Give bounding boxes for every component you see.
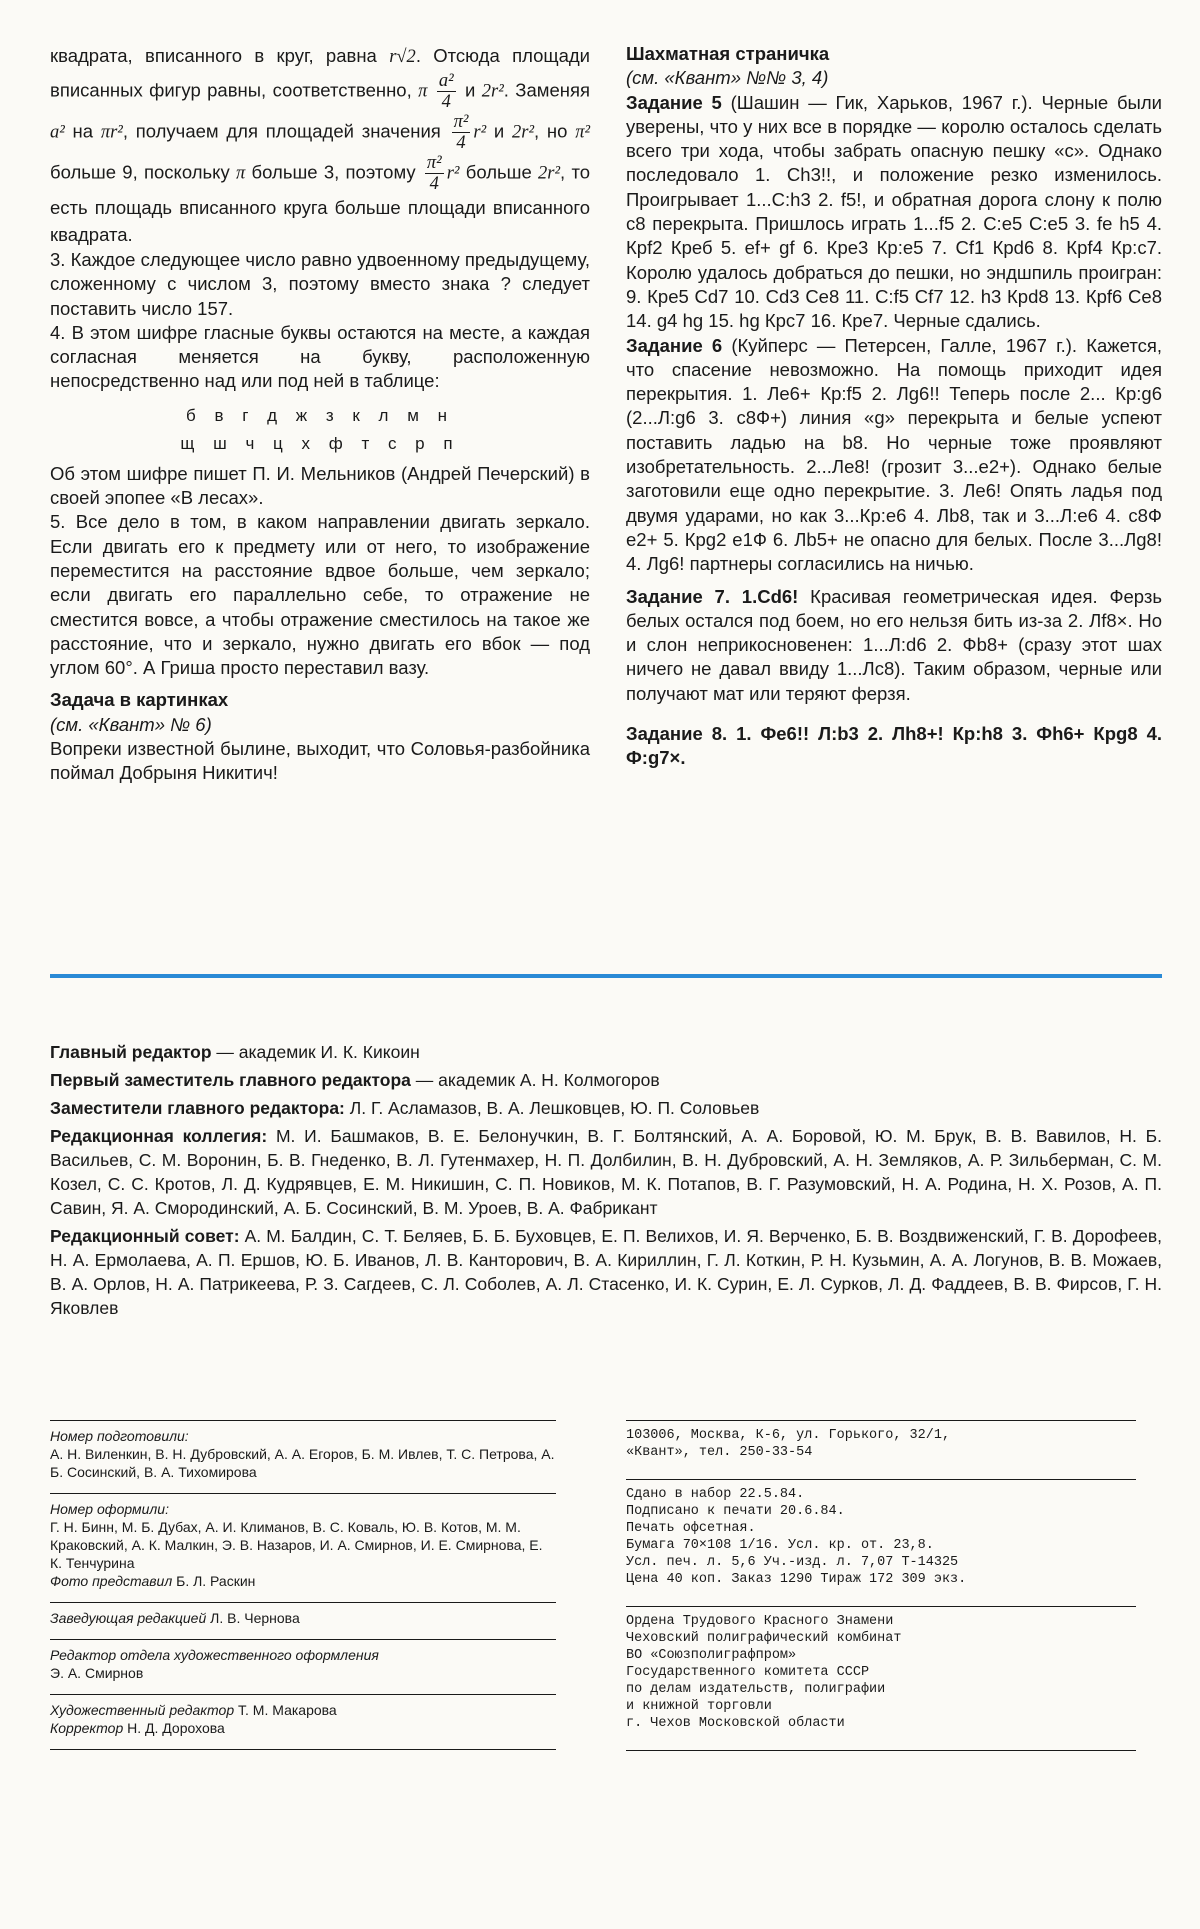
left-column (50, 42, 590, 786)
cipher-row-2: щ ш ч ц х ф т с р п (180, 433, 460, 453)
first-deputy-editor: Первый заместитель главного редактора — академик А. Н. Колмогоров (50, 1070, 660, 1090)
prepared-by: Номер подготовили: А. Н. Виленкин, В. Н. Дубровский, А. А. Егоров, Б. М. Ивлев, Т. С. Петрова, А. Б. Сосинский, В. А. Тихомирова (50, 1428, 555, 1480)
section-divider (50, 974, 1162, 978)
deputy-editors: Заместители главного редактора: Л. Г. Асламазов, В. А. Лешковцев, Ю. П. Соловьев (50, 1098, 760, 1118)
answer-2-text: квадрата, вписанного в круг, равна r√2. Отсюда площади вписанных фигур равны, соответственно, π $\frac{\text{a²}}{4}$ и 2r². Заменяя a² на πr², получаем для площадей значения $\frac{\text{π²}}{4}$ r² и 2r², но π² больше 9, поскольку π больше 3, поэтому $\frac{\text{π²}}{4}$ r² больше 2r², то есть площадь вписанного круга больше площади вписанного квадрата. (50, 45, 591, 245)
pictures-task-title: Задача в картинках (50, 689, 229, 711)
pictures-task-ref: (см. «Квант» № 6) (50, 713, 212, 735)
chief-editor: Главный редактор — академик И. К. Кикоин (50, 1042, 420, 1062)
chess-task-7: Задание 7. 1.Сd6! Красивая геометрическая идея. Ферзь белых остался под боем, но его нельзя бить из-за 2. Лf8×. Но и слон неприкосновенен: 1...Л:d6 2. Фb8+ (сразу этот шах ничего не давал ввиду 1...Лс8). Таким образом, черные или получают мат или теряют ферзя. (626, 585, 1163, 704)
designed-by: Номер оформили: Г. Н. Бинн, М. Б. Дубах, А. И. Климанов, В. С. Коваль, Ю. В. Котов, М. М. Краковский, А. К. Малкин, Э. В. Назаров, И. А. Смирнов, И. Е. Смирнова, Е. К. Тенчурина Фото представил Б. Л. Раскин (50, 1501, 543, 1589)
formula-r-sqrt2: r√2 (389, 47, 416, 67)
credits-right (626, 1420, 1136, 1757)
answer-5: 5. Все дело в том, в каком направлении двигать зеркало. Если двигать его к предмету или от него, то изображение переместится на расстояние вдвое больше, чем зеркало; если двигать его параллельно себе, то отражение не сместится вовсе, а чтобы отражение сместилось на такое же расстояние, что и зеркало, нужно двигать его вбок — под углом 60°. А Гриша просто переставил вазу. (50, 511, 590, 679)
editorial-staff (50, 1040, 1162, 1324)
cipher-row-1: б в г д ж з к л м н (186, 405, 454, 425)
fraction-pi2-over-4-b: $\frac{\text{π²}}{4}$ (426, 153, 442, 194)
right-column (626, 42, 1162, 771)
chess-page-title: Шахматная страничка (626, 43, 830, 64)
chess-page-ref: (см. «Квант» №№ 3, 4) (626, 67, 829, 89)
fraction-a2-over-4: $\frac{\text{a²}}{4}$ (438, 71, 454, 112)
editorial-address: 103006, Москва, К-6, ул. Горького, 32/1, «Квант», тел. 250-33-54 (626, 1428, 951, 1460)
pictures-task-answer: Вопреки известной былине, выходит, что Соловья-разбойника поймал Добрыня Никитич! (50, 738, 590, 784)
chess-task-8: Задание 8. 1. Фе6!! Л:b3 2. Лh8+! Кр:h8 3. Фh6+ Крg8 4. Ф:g7×. (626, 723, 1162, 769)
editorial-board: Редакционная коллегия: М. И. Башмаков, В. Е. Белонучкин, В. Г. Болтянский, А. А. Боровой, Ю. М. Брук, В. В. Вавилов, Н. Б. Васильев, С. М. Воронин, Б. В. Гнеденко, В. Л. Гутенмахер, Н. П. Долбилин, В. Н. Дубровский, А. Н. Земляков, А. Р. Зильберман, С. М. Козел, С. С. Кротов, Л. Д. Кудрявцев, Е. М. Никишин, С. П. Новиков, М. К. Потапов, В. Г. Разумовский, Н. А. Родина, Н. Х. Розов, А. П. Савин, Я. А. Смородинский, А. Б. Сосинский, В. М. Уроев, В. А. Фабрикант (50, 1126, 1162, 1218)
answer-3: 3. Каждое следующее число равно удвоенному предыдущему, сложенному с числом 3, поэтому вместо знака ? следует поставить число 157. (50, 249, 590, 319)
printing-plant: Ордена Трудового Красного Знамени Чеховский полиграфический комбинат ВО «Союзполиграфпром» Государственного комитета СССР по делам издательств, полиграфии и книжной торговли г. Чехов Московской области (626, 1614, 902, 1731)
chess-task-6: Задание 6 (Куйперс — Петерсен, Галле, 1967 г.). Кажется, что спасение невозможно. На помощь приходит идея перекрытия. 1. Ле6+ Кр:f5 2. Лg6!! Теперь после 2... Кр:g6 (2...Л:g6 3. с8Ф+) линия «g» перекрыта и белые успеют поставить ладью на b8. Но черные тоже проявляют изобретательность. 2...Ле8! (грозит 3...е2+). Однако белые заготовили еще одно перекрытие. 3. Ле6! Опять ладья под двумя ударами, но как 3...Кр:е6 4. Лb8, так и 3...Л:е6 4. с8Ф е2+ 5. Крg2 е1Ф 6. Лb5+ не опасно для белых. После 3...Лg8! 4. Лg6! партнеры согласились на ничью. (626, 334, 1162, 575)
chess-task-5: Задание 5 (Шашин — Гик, Харьков, 1967 г.). Черные были уверены, что у них все в порядке — королю осталось сделать всего три хода, чтобы забрать опасную пешку «c». Однако последовало 1. Сh3!!, и положение резко изменилось. Проигрывает 1...С:h3 2. f5!, и обратная дорога слону к полю с8 перекрыта. Пришлось играть 1...f5 2. С:е5 С:е5 3. fe h5 4. Крf2 Креб 5. ef+ gf 6. Кре3 Кр:е5 7. Сf1 Крd6 8. Крf4 Кр:с7. Королю удалось добраться до пешки, но эндшпиль проигран: 9. Кре5 Сd7 10. Сd3 Се8 11. С:f5 Сf7 12. h3 Крd8 13. Крf6 Се8 14. g4 hg 15. hg Крс7 16. Кре7. Черные сдались. (626, 91, 1162, 332)
head-of-office: Заведующая редакцией Л. В. Чернова (50, 1610, 300, 1626)
answer-4-note: Об этом шифре пишет П. И. Мельников (Андрей Печерский) в своей эпопее «В лесах». (50, 462, 590, 509)
print-info: Сдано в набор 22.5.84. Подписано к печати 20.6.84. Печать офсетная. Бумага 70×108 1/16. Усл. кр. от. 23,8. Усл. печ. л. 5,6 Уч.-изд. л. 7,07 Т-14325 Цена 40 коп. Заказ 1290 Тираж 172 309 экз. (626, 1487, 967, 1587)
credits-left (50, 1420, 556, 1756)
fraction-pi2-over-4: $\frac{\text{π²}}{4}$ (453, 112, 469, 153)
answer-4: 4. В этом шифре гласные буквы остаются на месте, а каждая согласная меняется на букву, расположенную непосредственно над или под ней в таблице: (50, 321, 590, 392)
art-editor-and-proofreader: Художественный редактор Т. М. Макарова Корректор Н. Д. Дорохова (50, 1702, 337, 1736)
art-department-editor: Редактор отдела художественного оформления Э. А. Смирнов (50, 1647, 379, 1681)
editorial-council: Редакционный совет: А. М. Балдин, С. Т. Беляев, Б. Б. Буховцев, Е. П. Велихов, И. Я. Верченко, Б. В. Воздвиженский, Г. В. Дорофеев, Н. А. Ермолаева, А. П. Ершов, Ю. Б. Иванов, Л. В. Канторович, В. А. Кириллин, Г. Л. Коткин, Р. Н. Кузьмин, А. А. Логунов, В. В. Можаев, В. А. Орлов, Н. А. Патрикеева, Р. З. Сагдеев, С. Л. Соболев, А. Л. Стасенко, И. К. Сурин, Е. Л. Сурков, Л. Д. Фаддеев, В. В. Фирсов, Г. Н. Яковлев (50, 1226, 1162, 1318)
cipher-table (50, 402, 590, 458)
